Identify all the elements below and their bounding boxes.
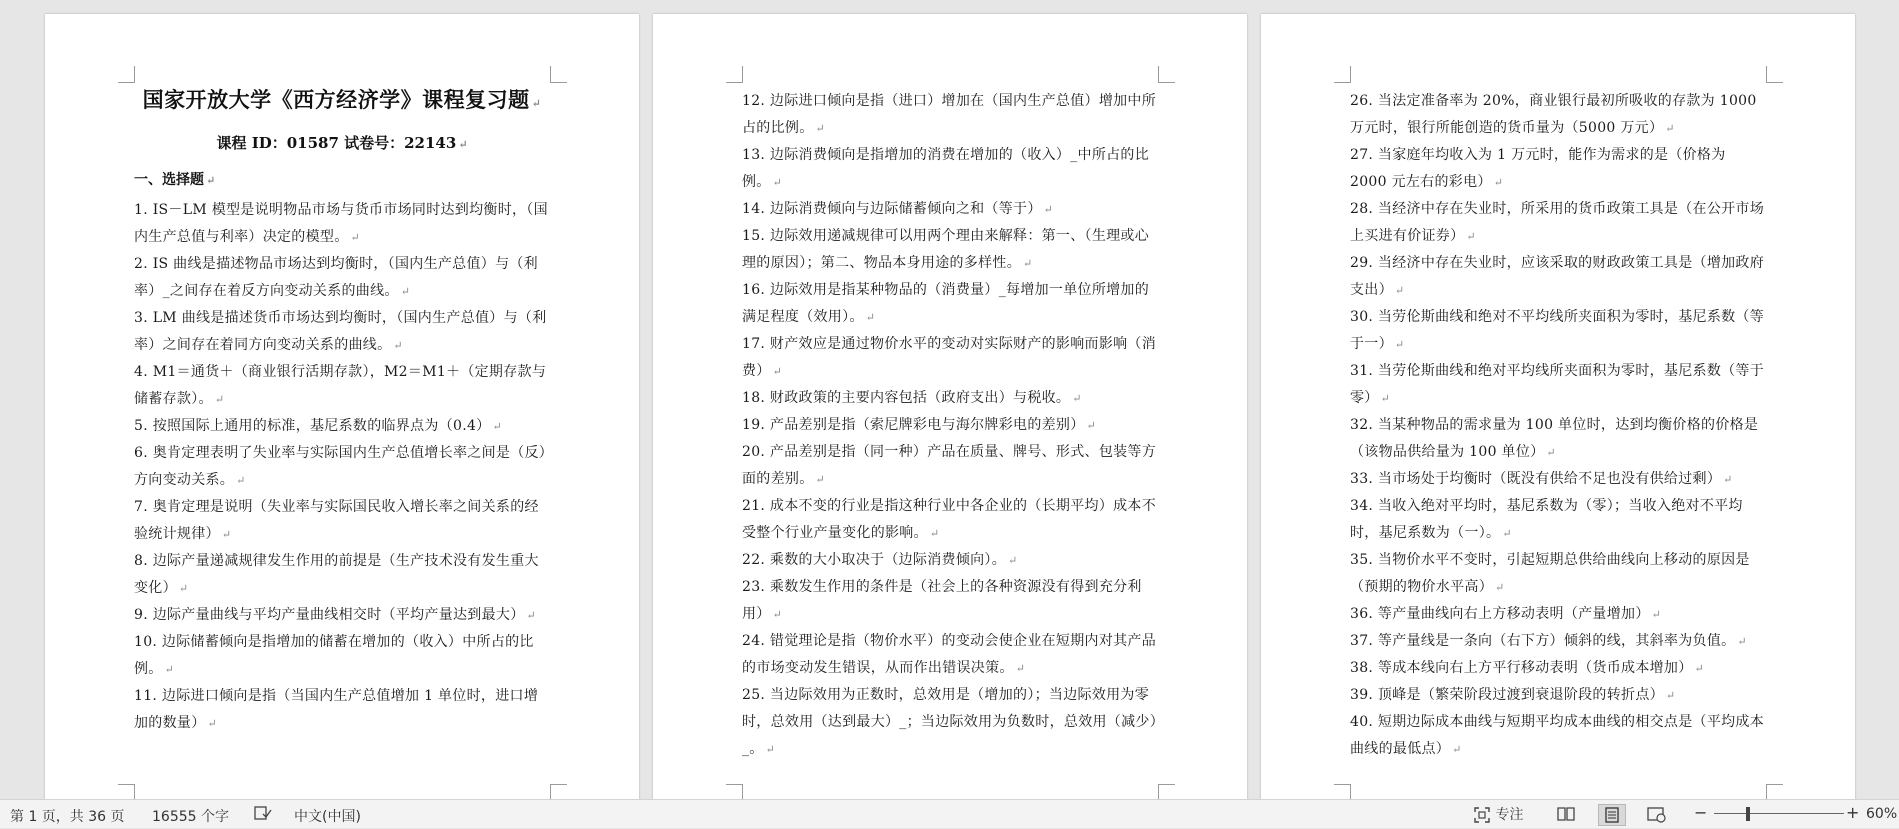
paragraph-mark: ↵ <box>765 743 776 756</box>
paragraph-mark: ↵ <box>772 608 783 621</box>
paragraph-mark: ↵ <box>214 393 225 406</box>
margin-corner-mark <box>118 66 135 83</box>
question-text: 26. 当法定准备率为 20%，商业银行最初所吸收的存款为 1000 万元时，银行所能创造的货币量为（5000 万元） <box>1350 93 1757 136</box>
paragraph-mark: ↵ <box>1723 473 1733 486</box>
paragraph-mark: ↵ <box>1493 176 1504 189</box>
question-text: 40. 短期边际成本曲线与短期平均成本曲线的相交点是（平均成本曲线的最低点） <box>1350 714 1765 757</box>
question-item <box>1350 628 1766 655</box>
web-layout-icon <box>1643 804 1669 824</box>
paragraph-mark: ↵ <box>221 528 232 541</box>
page-3-body[interactable] <box>1350 88 1766 763</box>
paragraph-mark: ↵ <box>236 474 246 487</box>
paragraph-mark: ↵ <box>1394 338 1405 351</box>
question-item <box>1350 466 1766 493</box>
question-item <box>134 251 550 305</box>
question-item <box>134 305 550 359</box>
document-page-1[interactable] <box>45 14 639 799</box>
question-text: 39. 顶峰是（繁荣阶段过渡到衰退阶段的转折点） <box>1350 687 1664 703</box>
question-item <box>134 683 550 737</box>
paragraph-mark: ↵ <box>1086 419 1097 432</box>
read-mode-button[interactable] <box>1553 804 1579 824</box>
question-text: 21. 成本不变的行业是指这种行业中各企业的（长期平均）成本不受整个行业产量变化的影响。 <box>742 498 1157 541</box>
paragraph-mark: ↵ <box>929 527 940 540</box>
question-item <box>134 494 550 548</box>
paragraph-mark: ↵ <box>1380 392 1391 405</box>
print-layout-button[interactable] <box>1598 804 1626 826</box>
document-subtitle: 课程 ID：01587 试卷号：22143 ↵ <box>216 134 468 152</box>
question-item <box>1350 250 1766 304</box>
margin-corner-mark <box>550 66 567 83</box>
margin-corner-mark <box>1158 784 1175 799</box>
language-indicator[interactable]: 中文(中国) <box>294 809 361 825</box>
paragraph-mark: ↵ <box>393 339 403 352</box>
question-item <box>742 88 1158 142</box>
question-text: 15. 边际效用递减规律可以用两个理由来解释：第一、（生理或心理的原因）；第二、物品本身用途的多样性。 <box>742 228 1150 271</box>
question-item <box>134 413 550 440</box>
page-count-indicator[interactable]: 第 1 页，共 36 页 <box>10 809 125 825</box>
document-page-2[interactable] <box>653 14 1247 799</box>
question-text: 17. 财产效应是通过物价水平的变动对实际财产的影响而影响（消费） <box>742 336 1157 379</box>
question-item <box>1350 601 1766 628</box>
question-list-page-1 <box>134 197 550 737</box>
focus-mode-button[interactable] <box>1473 804 1523 824</box>
question-text: 36. 等产量曲线向右上方移动表明（产量增加） <box>1350 606 1650 622</box>
question-text: 10. 边际储蓄倾向是指增加的储蓄在增加的（收入）中所占的比例。 <box>134 634 534 677</box>
question-text: 27. 当家庭年均收入为 1 万元时，能作为需求的是（价格为 2000 元左右的彩电） <box>1350 147 1726 190</box>
section-heading: 一、选择题 ↵ <box>134 172 216 188</box>
question-item <box>134 548 550 602</box>
question-item <box>134 197 550 251</box>
question-text: 9. 边际产量曲线与平均产量曲线相交时（平均产量达到最大） <box>134 607 525 623</box>
question-item <box>134 629 550 683</box>
question-item <box>742 331 1158 385</box>
paragraph-mark: ↵ <box>1665 689 1676 702</box>
paragraph-mark: ↵ <box>865 311 876 324</box>
question-item <box>742 682 1158 763</box>
margin-corner-mark <box>1766 784 1783 799</box>
question-item <box>742 439 1158 493</box>
question-item <box>742 196 1158 223</box>
question-item <box>742 574 1158 628</box>
paragraph-mark: ↵ <box>815 122 826 135</box>
paragraph-mark: ↵ <box>207 717 218 730</box>
focus-mode-label: 专注 <box>1495 807 1524 823</box>
question-text: 22. 乘数的大小取决于（边际消费倾向）。 <box>742 552 1007 568</box>
question-list-page-2 <box>742 88 1158 763</box>
word-count-indicator[interactable]: 16555 个字 <box>152 809 229 825</box>
question-text: 12. 边际进口倾向是指（进口）增加在（国内生产总值）增加中所占的比例。 <box>742 93 1157 136</box>
question-item <box>1350 142 1766 196</box>
question-text: 34. 当收入绝对平均时，基尼系数为（零）；当收入绝对不平均时，基尼系数为（一）。 <box>1350 498 1743 541</box>
margin-corner-mark <box>1158 66 1175 83</box>
question-item <box>742 628 1158 682</box>
question-item <box>742 223 1158 277</box>
paragraph-mark: ↵ <box>1495 581 1505 594</box>
paragraph-mark: ↵ <box>1466 230 1476 243</box>
question-text: 13. 边际消费倾向是指增加的消费在增加的（收入）_中所占的比例。 <box>742 147 1150 190</box>
question-text: 20. 产品差别是指（同一种）产品在质量、牌号、形式、包装等方面的差别。 <box>742 444 1157 487</box>
margin-corner-mark <box>118 784 135 799</box>
question-text: 16. 边际效用是指某种物品的（消费量）_每增加一单位所增加的满足程度（效用）。 <box>742 282 1150 325</box>
paragraph-mark: ↵ <box>1737 635 1747 648</box>
question-item <box>1350 493 1766 547</box>
zoom-in-button[interactable]: + <box>1846 803 1860 822</box>
margin-corner-mark <box>1334 784 1351 799</box>
question-item <box>134 359 550 413</box>
paragraph-mark: ↵ <box>772 365 783 378</box>
question-text: 1. IS－LM 模型是说明物品市场与货币市场同时达到均衡时，（国内生产总值与利率）决定的模型。 <box>134 202 548 245</box>
question-item <box>742 277 1158 331</box>
question-item <box>742 412 1158 439</box>
question-item <box>1350 709 1766 763</box>
margin-corner-mark <box>550 784 567 799</box>
paragraph-mark: ↵ <box>492 420 503 433</box>
paragraph-mark: ↵ <box>1023 257 1033 270</box>
question-item <box>1350 304 1766 358</box>
question-text: 8. 边际产量递减规律发生作用的前提是（生产技术没有发生重大变化） <box>134 553 539 596</box>
paragraph-mark: ↵ <box>1546 446 1556 459</box>
paragraph-mark: ↵ <box>815 473 826 486</box>
zoom-level[interactable]: 60% <box>1866 806 1898 822</box>
question-text: 11. 边际进口倾向是指（当国内生产总值增加 1 单位时，进口增加的数量） <box>134 688 539 731</box>
paragraph-mark: ↵ <box>178 582 189 595</box>
question-text: 38. 等成本线向右上方平行移动表明（货币成本增加） <box>1350 660 1693 676</box>
question-item <box>1350 547 1766 601</box>
question-item <box>1350 88 1766 142</box>
question-text: 35. 当物价水平不变时，引起短期总供给曲线向上移动的原因是（预期的物价水平高） <box>1350 552 1750 595</box>
proofing-icon[interactable] <box>254 805 272 825</box>
focus-icon <box>1473 806 1491 824</box>
paragraph-mark: ↵ <box>1694 662 1705 675</box>
document-title: 国家开放大学《西方经济学》课程复习题 ↵ <box>142 87 542 112</box>
paragraph-mark: ↵ <box>1394 284 1405 297</box>
margin-corner-mark <box>726 66 743 83</box>
question-list-page-3 <box>1350 88 1766 763</box>
question-text: 28. 当经济中存在失业时，所采用的货币政策工具是（在公开市场上买进有价证券） <box>1350 201 1765 244</box>
paragraph-mark: ↵ <box>164 663 175 676</box>
question-text: 32. 当某种物品的需求量为 100 单位时，达到均衡价格的价格是（该物品供给量为 100 单位） <box>1350 417 1759 460</box>
margin-corner-mark <box>1766 66 1783 83</box>
margin-corner-mark <box>1334 66 1351 83</box>
question-text: 3. LM 曲线是描述货币市场达到均衡时，（国内生产总值）与（利率）之间存在着同方向变动关系的曲线。 <box>134 310 547 353</box>
question-text: 4. M1＝通货＋（商业银行活期存款），M2＝M1＋（定期存款与储蓄存款）。 <box>134 364 547 407</box>
web-layout-button[interactable] <box>1643 804 1669 824</box>
status-bar <box>0 799 1899 828</box>
zoom-out-button[interactable]: − <box>1694 803 1708 822</box>
question-text: 23. 乘数发生作用的条件是（社会上的各种资源没有得到充分利用） <box>742 579 1142 622</box>
question-item <box>742 493 1158 547</box>
question-text: 19. 产品差别是指（索尼牌彩电与海尔牌彩电的差别） <box>742 417 1085 433</box>
question-item <box>742 385 1158 412</box>
question-text: 25. 当边际效用为正数时，总效用是（增加的）；当边际效用为零时，总效用（达到最大）_；当边际效用为负数时，总效用（减少）_。 <box>742 687 1157 757</box>
question-item <box>1350 682 1766 709</box>
zoom-slider-thumb[interactable] <box>1746 807 1750 821</box>
question-text: 24. 错觉理论是指（物价水平）的变动会使企业在短期内对其产品的市场变动发生错误，从而作出错误决策。 <box>742 633 1157 676</box>
paragraph-mark: ↵ <box>1008 554 1018 567</box>
zoom-slider[interactable] <box>1714 813 1844 814</box>
page-1-body[interactable] <box>134 84 550 737</box>
question-text: 5. 按照国际上通用的标准，基尼系数的临界点为（0.4） <box>134 418 491 434</box>
question-item <box>1350 358 1766 412</box>
question-item <box>742 142 1158 196</box>
paragraph-mark: ↵ <box>400 285 411 298</box>
question-text: 31. 当劳伦斯曲线和绝对平均线所夹面积为零时，基尼系数（等于零） <box>1350 363 1765 406</box>
page-2-body[interactable] <box>742 88 1158 763</box>
question-item <box>1350 196 1766 250</box>
question-text: 29. 当经济中存在失业时，应该采取的财政政策工具是（增加政府支出） <box>1350 255 1765 298</box>
paragraph-mark: ↵ <box>1502 527 1512 540</box>
question-item <box>1350 412 1766 466</box>
paragraph-mark: ↵ <box>350 231 361 244</box>
question-item <box>1350 655 1766 682</box>
question-text: 14. 边际消费倾向与边际储蓄倾向之和（等于） <box>742 201 1042 217</box>
book-icon <box>1553 804 1579 824</box>
paragraph-mark: ↵ <box>1665 122 1675 135</box>
question-text: 18. 财政政策的主要内容包括（政府支出）与税收。 <box>742 390 1071 406</box>
paragraph-mark: ↵ <box>1651 608 1662 621</box>
question-text: 6. 奥肯定理表明了失业率与实际国内生产总值增长率之间是（反）方向变动关系。 <box>134 445 547 488</box>
document-page-3[interactable] <box>1261 14 1855 799</box>
question-text: 2. IS 曲线是描述物品市场达到均衡时，（国内生产总值）与（利率）_之间存在着反方向变动关系的曲线。 <box>134 256 538 299</box>
paragraph-mark: ↵ <box>1043 203 1054 216</box>
question-text: 30. 当劳伦斯曲线和绝对不平均线所夹面积为零时，基尼系数（等于一） <box>1350 309 1765 352</box>
page-layout-icon <box>1599 805 1625 825</box>
question-text: 37. 等产量线是一条向（右下方）倾斜的线，其斜率为负值。 <box>1350 633 1736 649</box>
margin-corner-mark <box>726 784 743 799</box>
question-text: 33. 当市场处于均衡时（既没有供给不足也没有供给过剩） <box>1350 471 1722 487</box>
paragraph-mark: ↵ <box>772 176 783 189</box>
paragraph-mark: ↵ <box>526 609 537 622</box>
question-text: 7. 奥肯定理是说明（失业率与实际国民收入增长率之间关系的经验统计规律） <box>134 499 539 542</box>
paragraph-mark: ↵ <box>1072 392 1082 405</box>
paragraph-mark: ↵ <box>1452 743 1462 756</box>
paragraph-mark: ↵ <box>1015 662 1026 675</box>
question-item <box>742 547 1158 574</box>
question-item <box>134 440 550 494</box>
question-item <box>134 602 550 629</box>
